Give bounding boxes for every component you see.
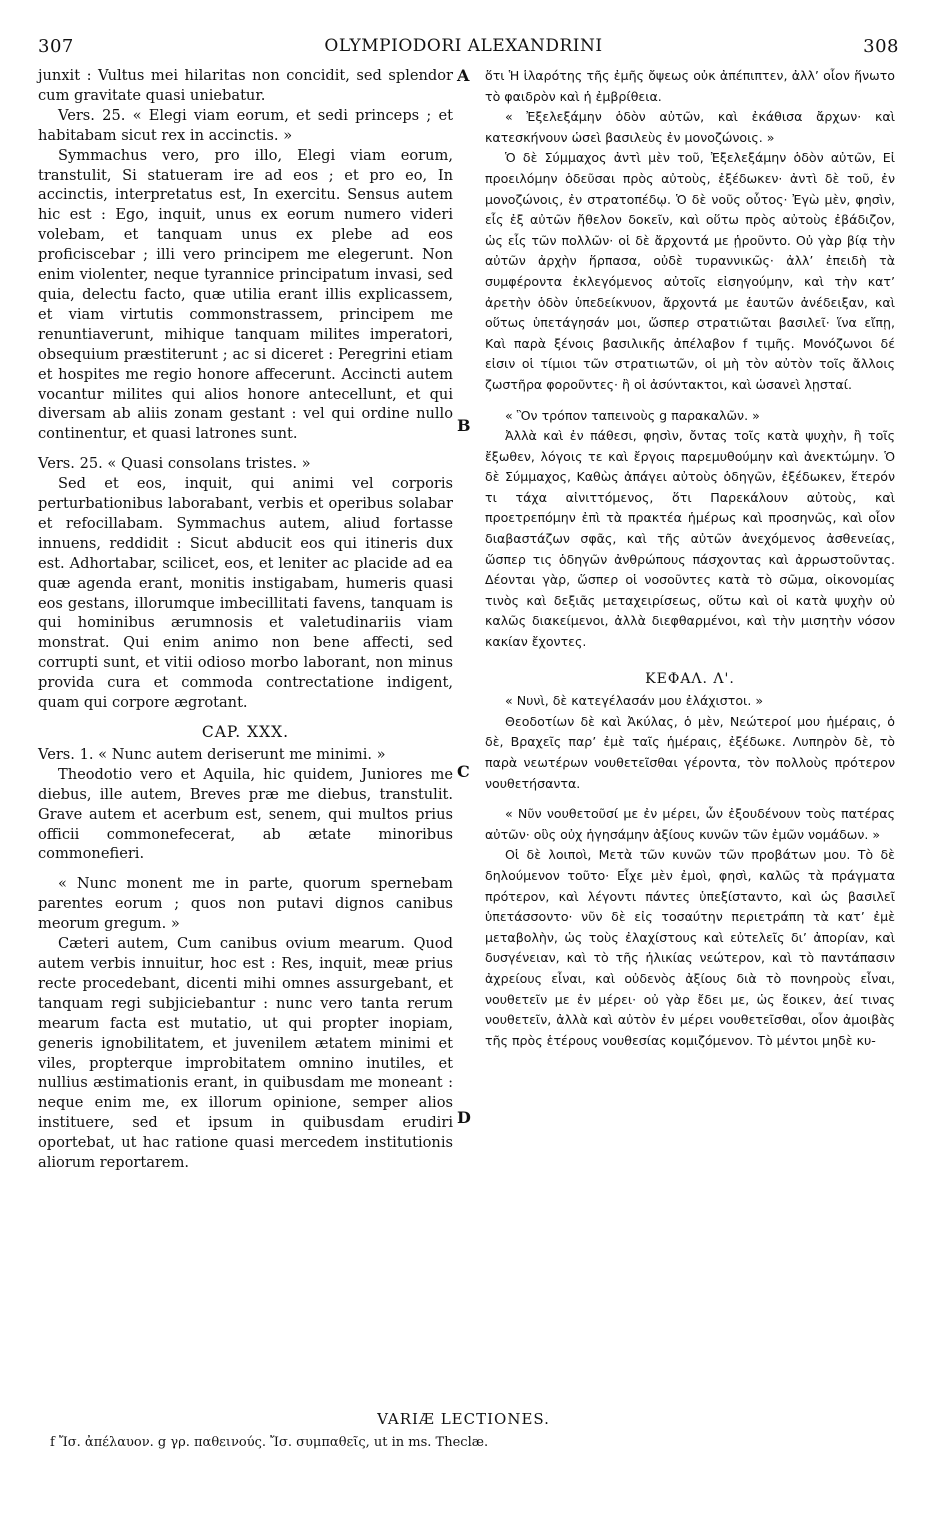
variae-lectiones-heading: VARIÆ LECTIONES. [377,1410,550,1428]
greek-chapter-heading: ΚΕΦΑΛ. Λ'. [645,670,735,687]
greek-verse: « Ἐξελεξάμην ὁδὸν αὐτῶν, καὶ ἐκάθισα ἄρχων· καὶ κατεσκήνουν ὡσεὶ βασιλεὺς ἐν μονοζώνοις. » [485,109,895,145]
greek-verse: « Νῦν νουθετοῦσί με ἐν μέρει, ὧν ἐξουδένουν τοὺς πατέρας αὐτῶν· οὓς οὐχ ἡγησάμην ἀξίους κυνῶν τῶν ἐμῶν νομάδων. » [485,806,895,842]
latin-paragraph: Sed et eos, inquit, qui animi vel corporis perturbationibus laborabant, verbis et operibus solabar et refocillabam. Symmachus autem, aliud fortasse innuens, reddidit : Sicut abducit eos qui itineris dux est. Adhortabar, scilicet, eos, et leniter ac placide ad ea quæ agenda erant, monitis instigabam, humeris quasi eos gestans, illorumque imbecillitati favens, tanquam is qui hominibus ærumnosis et valetudinariis viam monstrat. Qui enim animo non bene affecti, sed corrupti sunt, et vitii odioso morbo laborant, non minus provida cura et commoda contrectatione indigent, quam qui corpore ægrotant. [38,475,453,712]
latin-verse: Vers. 25. « Elegi viam eorum, et sedi princeps ; et habitabam sicut rex in accinctis. » [38,106,453,144]
latin-verse: « Nunc monent me in parte, quorum spernebam parentes eorum ; quos non putavi dignos canibus meorum gregum. » [38,875,453,933]
greek-paragraph: Ἀλλὰ καὶ ἐν πάθεσι, φησὶν, ὄντας τοῖς κατὰ ψυχὴν, ἢ τοῖς ἔξωθεν, λόγοις τε καὶ ἔργοις παρεμυθούμην καὶ ἀνεκτώμην. Ὁ δὲ Σύμμαχος, Καθὼς ἀπάγει αὐτοὺς ὁδηγῶν, ἐξέδωκεν, ἕτερόν τι τάχα αἰνιττόμενος, ὅτι Παρεκάλουν αὐτοὺς, καὶ προετρεπόμην ἐπὶ τὰ πρακτέα ἡμέρως καὶ προσηνῶς, καὶ οἷον διαβαστάζων σφᾶς, καὶ τῆς αὐτῶν ἀνεχόμενος ἀσθενείας, ὥσπερ τις ὁδηγῶν ἀνθρώπους πάσχοντας καὶ ἀρρωστοῦντας. Δέονται γὰρ, ὥσπερ οἱ νοσοῦντες κατὰ τὸ σῶμα, οἰκονομίας τινὸς καὶ δεξιᾶς μεταχειρίσεως, οὕτω καὶ οἱ κατὰ ψυχὴν οὐ καλῶς διακείμενοι, ἀλλὰ διεφθαρμένοι, καὶ τὴν μισητὴν νόσον κακίαν ἔχοντες. [485,428,895,650]
variae-lectiones-note: f Ἴσ. ἀπέλαυον. g γρ. παθεινούς. Ἴσ. συμπαθεῖς, ut in ms. Theclæ. [50,1435,489,1450]
latin-chapter-heading: CAP. XXX. [201,723,290,741]
page-number-left: 307 [38,36,74,57]
greek-paragraph: Οἱ δὲ λοιποὶ, Μετὰ τῶν κυνῶν τῶν προβάτων μου. Τὸ δὲ δηλούμενον τοῦτο· Εἶχε μὲν ἐμοὶ, φησὶ, καλῶς τὰ πράγματα πρότερον, καὶ λέγοντι πάντες ὑπεξίσταντο, καὶ ὡς βασιλεῖ ὑπετάσσοντο· νῦν δὲ εἰς τοσαύτην περιετράπη τὰ κατ’ ἐμὲ μεταβολὴν, ὡς τοὺς ἐλαχίστους καὶ εὐτελεῖς δι’ ἀπορίαν, καὶ δυσγένειαν, καὶ τὸ τῆς ἡλικίας νεώτερον, καὶ τὸ παντάπασιν ἀχρείους εἶναι, καὶ οὐδενὸς ἀξίους διὰ τὸ πονηροὺς εἶναι, νουθετεῖν με ἐν μέρει· οὐ γὰρ ἔδει με, ὡς ἔοικεν, ἀεί τινας νουθετεῖν, ἀλλὰ καὶ αὐτὸν ἐν μέρει νουθετεῖσθαι, οἷον ἀμοιβὰς τῆς πρὸς ἑτέρους νουθεσίας κομιζόμενον. Τὸ μέντοι μηδὲ κυ- [485,847,895,1048]
greek-column [485,66,895,1051]
margin-mark-b: B [457,416,471,435]
running-title: OLYMPIODORI ALEXANDRINI [324,36,603,56]
latin-paragraph: Symmachus vero, pro illo, Elegi viam eorum, transtulit, Si statueram ire ad eos ; et pro eo, In accinctis, interpretatus est, In exercitu. Sensus autem hic est : Ego, inquit, unus ex eorum numero videri volebam, et tanquam unus ex plebe ad eos proficiscebar ; illi vero principem me elegerunt. Non enim violenter, neque tyrannice principatum invasi, sed quia, delectu facto, quæ utilia erant illis explicassem, et viam virtutis commonstrassem, principem me renuntiaverunt, mihique tanquam milites imperatori, obsequium præstiterunt ; ac si diceret : Peregrini etiam et hospites me regio honore affecerunt. Accincti autem vocantur milites qui alios honore antecellunt, et qui diversam ab aliis zonam gestant : vel qui ordine nullo continentur, et quasi latrones sunt. [38,146,453,443]
latin-paragraph: junxit : Vultus mei hilaritas non concidit, sed splendor cum gravitate quasi uniebatur. [38,67,453,104]
margin-mark-a: A [457,66,470,85]
margin-mark-c: C [457,762,470,781]
page-number-right: 308 [863,36,899,57]
latin-column [38,66,453,1173]
greek-paragraph: Θεοδοτίων δὲ καὶ Ἀκύλας, ὁ μὲν, Νεώτεροί μου ἡμέραις, ὁ δὲ, Βραχεῖς παρ’ ἐμὲ ταῖς ἡμέραις, ἐξέδωκε. Λυπηρὸν δὲ, τὸ παρὰ νεωτέρων νουθετεῖσθαι γέροντα, τὸν πολλοὺς πρότερον νουθετήσαντα. [485,713,895,791]
greek-paragraph: Ὁ δὲ Σύμμαχος ἀντὶ μὲν τοῦ, Ἐξελεξάμην ὁδὸν αὐτῶν, Εἰ προειλόμην ὁδεῦσαι πρὸς αὐτοὺς, ἐξέδωκεν· ἀντὶ δὲ τοῦ, ἐν μονοζώνοις, ἐν στρατοπέδῳ. Ὁ δὲ νοῦς οὗτος· Ἐγὼ μὲν, φησὶν, εἷς ἐξ αὐτῶν ἤθελον δοκεῖν, καὶ οὕτω πρὸς αὐτοὺς ἐβάδιζον, ὡς εἷς τῶν πολλῶν· οἱ δὲ ἄρχοντά με ᾑροῦντο. Οὐ γὰρ βίᾳ τὴν αὐτῶν ἀρχὴν ἥρπασα, οὐδὲ τυραννικῶς· ἀλλ’ ἐπειδὴ τὰ συμφέροντα ἐκλεγόμενος αὐτοῖς εἰσηγούμην, καὶ τὴν κατ’ ἀρετὴν ὁδὸν ὑπεδείκνυον, ἄρχοντά με ἑαυτῶν ἀνέδειξαν, καὶ οὕτως ὑπετάγησάν μοι, ὥσπερ στρατιῶται βασιλεῖ· ἵνα εἴπῃ, Καὶ παρὰ ξένοις βασιλικῆς ἀπέλαβον f τιμῆς. Μονόζωνοι δέ εἰσιν οἱ τίμιοι τῶν στρατιωτῶν, οἱ μὴ τὸν αὐτὸν τοῖς ἄλλοις ζωστῆρα φοροῦντες· ἢ οἱ ἀσύντακτοι, καὶ ὡσανεὶ λῃσταί. [485,150,895,392]
latin-paragraph: Theodotio vero et Aquila, hic quidem, Juniores me diebus, ille autem, Breves præ me diebus, transtulit. Grave autem et acerbum est, senem, qui multos prius officii commonefecerat, ab ætate minoribus commonefieri. [38,765,453,863]
latin-paragraph: Cæteri autem, Cum canibus ovium mearum. Quod autem verbis innuitur, hoc est : Res, inquit, meæ prius recte procedebant, dicenti mihi omnes assurgebant, et tanquam regi subjiciebantur : nunc vero tanta rerum mearum facta est mutatio, ut qui propter inopiam, generis ignobilitatem, et juvenilem ætatem minimi et viles, propterque improbitatem omnino inutiles, et nullius æstimationis erant, in quibusdam me moneant : neque enim me, ex illorum opinione, semper alios instituere, sed et ipsum in quibusdam erudiri oportebat, ut hac ratione quasi mercedem institutionis aliorum reportarem. [38,935,453,1172]
greek-paragraph: ὅτι Ἡ ἱλαρότης τῆς ἐμῆς ὄψεως οὐκ ἀπέπιπτεν, ἀλλ’ οἷον ἥνωτο τὸ φαιδρὸν καὶ ἡ ἐμβρίθεια. [485,68,895,104]
latin-verse: Vers. 25. « Quasi consolans tristes. » [38,455,311,473]
margin-mark-d: D [457,1108,471,1127]
latin-verse: Vers. 1. « Nunc autem deriserunt me minimi. » [38,745,386,763]
greek-verse: « Ὃν τρόπον ταπεινοὺς g παρακαλῶν. » [505,407,760,423]
greek-verse: « Νυνὶ, δὲ κατεγέλασάν μου ἐλάχιστοι. » [505,693,764,709]
